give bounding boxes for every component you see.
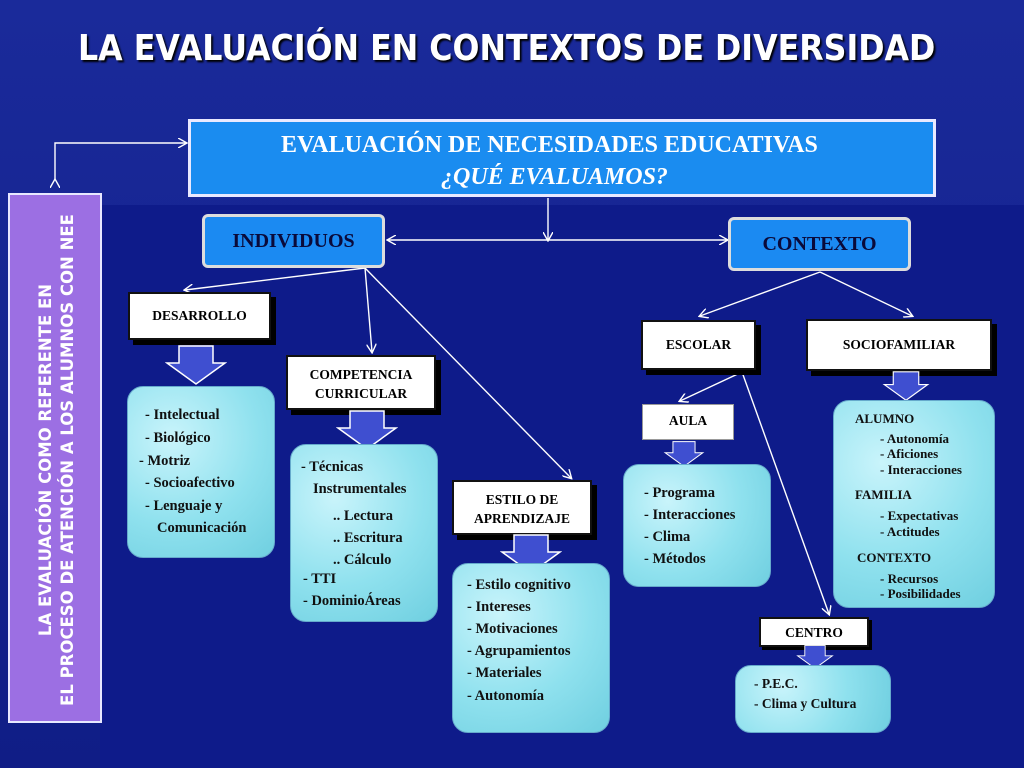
estilo-header: [452, 480, 592, 535]
desarrollo-panel: [127, 386, 275, 558]
list-item: Comunicación: [157, 520, 247, 536]
list-item: - Clima: [644, 529, 691, 545]
list-item: - TTI: [303, 571, 337, 587]
list-item: - Biológico: [145, 430, 211, 446]
list-item: - Estilo cognitivo: [467, 577, 571, 593]
down-arrow-icon: [165, 345, 227, 385]
estilo-line2: APRENDIZAJE: [473, 511, 570, 526]
list-item: - Posibilidades: [880, 586, 961, 601]
list-item: - Intereses: [467, 599, 531, 615]
list-item: - Motivaciones: [467, 621, 558, 637]
list-item: - Materiales: [467, 665, 542, 681]
contexto-heading: CONTEXTO: [857, 550, 932, 565]
list-item: - Lenguaje y: [145, 498, 223, 514]
list-item: .. Cálculo: [333, 552, 392, 568]
list-item: .. Escritura: [333, 530, 403, 546]
escolar-header: ESCOLAR: [641, 320, 756, 370]
list-item: - Métodos: [644, 551, 706, 567]
list-item: - Recursos: [880, 571, 939, 586]
list-item: - P.E.C.: [754, 676, 798, 691]
page-title: LA EVALUACIÓN EN CONTEXTOS DE DIVERSIDAD: [78, 28, 936, 69]
centro-panel: [735, 665, 891, 733]
list-item: - Intelectual: [145, 407, 220, 423]
aula-header: AULA: [642, 404, 734, 440]
desarrollo-header: DESARROLLO: [128, 292, 271, 340]
main-question-line1: EVALUACIÓN DE NECESIDADES EDUCATIVAS: [281, 132, 818, 158]
estilo-panel: [452, 563, 610, 733]
sociofamiliar-header: SOCIOFAMILIAR: [806, 319, 992, 371]
list-item: - Autonomía: [467, 688, 544, 704]
list-item: - Interacciones: [880, 462, 962, 477]
list-item: - Clima y Cultura: [754, 696, 857, 711]
list-item: - Aficiones: [880, 446, 939, 461]
list-item: - Expectativas: [880, 508, 959, 523]
contexto-box: CONTEXTO: [728, 217, 911, 271]
down-arrow-icon: [877, 371, 935, 401]
familia-heading: FAMILIA: [855, 487, 912, 502]
list-item: - Socioafectivo: [145, 475, 235, 491]
list-item: - Interacciones: [644, 507, 736, 523]
list-item: - Motriz: [139, 453, 191, 469]
main-question-line2: ¿QUÉ EVALUAMOS?: [441, 164, 668, 190]
list-item: .. Lectura: [333, 508, 393, 524]
competencia-line1: COMPETENCIA: [309, 367, 413, 382]
list-item: - Técnicas: [301, 459, 364, 475]
individuos-box: INDIVIDUOS: [202, 214, 385, 268]
list-item: - Actitudes: [880, 524, 940, 539]
centro-header: CENTRO: [759, 617, 869, 647]
competencia-header: [286, 355, 436, 410]
sociofamiliar-panel: [833, 400, 995, 608]
alumno-heading: ALUMNO: [855, 411, 915, 426]
list-item: Instrumentales: [313, 481, 407, 497]
list-item: - Programa: [644, 485, 715, 501]
main-question-box: [188, 119, 936, 197]
list-item: - Agrupamientos: [467, 643, 571, 659]
side-banner-line1: LA EVALUACIÓN COMO REFERENTE EN: [36, 283, 55, 637]
aula-panel: [623, 464, 771, 587]
competencia-panel: [290, 444, 438, 622]
list-item: - DominioÁreas: [303, 593, 401, 609]
list-item: - Autonomía: [880, 431, 949, 446]
side-banner-line2: EL PROCESO DE ATENCIÓN A LOS ALUMNOS CON NEE: [58, 214, 77, 706]
competencia-line2: CURRICULAR: [314, 386, 408, 401]
estilo-line1: ESTILO DE: [485, 492, 559, 507]
